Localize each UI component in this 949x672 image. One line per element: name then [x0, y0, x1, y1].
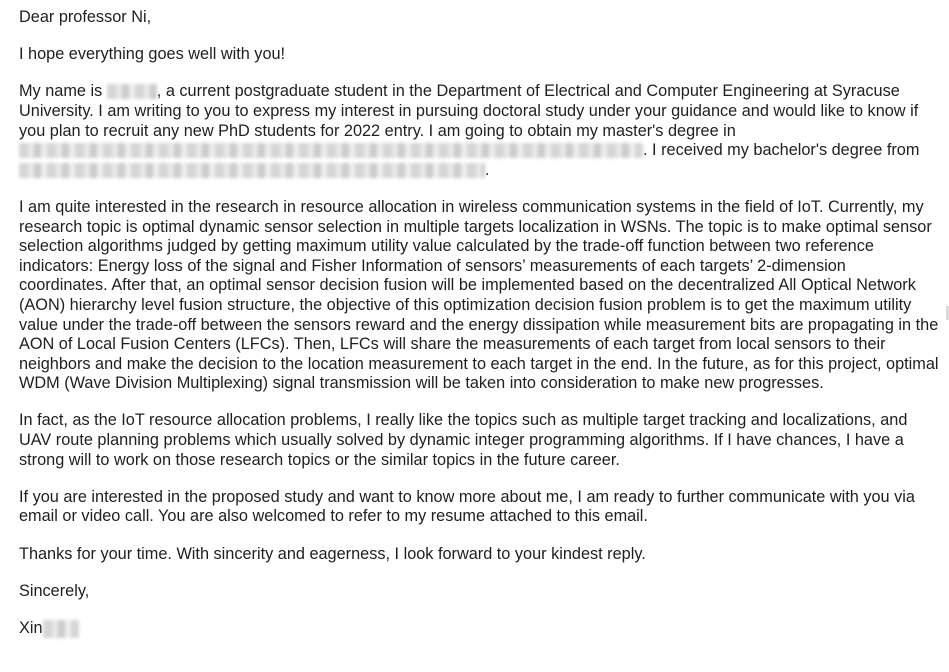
intro-text-2: , a current postgraduate student in the Department of Electrical and Computer Engineering at Syracuse University. I am writing to you to express my interest in pursuing doctoral study under your guidance and would like to know if you plan to recruit any new PhD students for 2022 entry. I am going to obtain my master's degree in	[19, 82, 919, 140]
intro-text-4: .	[485, 160, 490, 179]
closing-line: Sincerely,	[19, 581, 90, 600]
redacted-surname	[43, 620, 79, 638]
signature-name: Xin	[19, 619, 43, 637]
redacted-master-program	[19, 143, 643, 158]
thanks-line: Thanks for your time. With sincerity and eagerness, I look forward to your kindest reply.	[19, 544, 646, 563]
greeting: Dear professor Ni,	[19, 8, 152, 26]
research-paragraph: I am quite interested in the research in resource allocation in wireless communication systems in the field of IoT. Currently, my research topic is optimal dynamic sensor selection in multiple targets localization in WSNs. The topic is to make optimal sensor selection algorithms judged by getting maximum utility value calculated by the trade-off function between two reference indicators: Energy loss of the signal and Fisher Information of sensors’ measurements of each targets’ 2-dimension coordinates. After that, an optimal sensor decision fusion will be implemented based on the decentralized All Optical Network (AON) hierarchy level fusion structure, the objective of this optimization decision fusion problem is to get the maximum utility value under the trade-off between the sensors reward and the energy dissipation while measurement bits are propagating in the AON of Local Fusion Centers (LFCs). Then, LFCs will share the measurements of each target from local sensors to their neighbors and make the decision to the location measurement to each target in the end. In the future, as for this project, optimal WDM (Wave Division Multiplexing) signal transmission will be taken into consideration to make new progresses.	[19, 197, 939, 393]
redacted-name	[107, 84, 157, 99]
intro-text-1: My name is	[19, 82, 107, 101]
intro-text-3: . I received my bachelor's degree from	[643, 141, 920, 160]
contact-paragraph: If you are interested in the proposed study and want to know more about me, I am ready to further communicate with you via email or video call. You are also welcomed to refer to my resume attached to this email.	[19, 487, 915, 526]
intro-paragraph	[19, 82, 939, 180]
redacted-bachelor-school	[19, 163, 485, 178]
email-body	[19, 8, 939, 656]
opening-line: I hope everything goes well with you!	[19, 45, 286, 64]
interests-paragraph: In fact, as the IoT resource allocation problems, I really like the topics such as multiple target tracking and localizations, and UAV route planning problems which usually solved by dynamic integer programming algorithms. If I have chances, I have a strong will to work on those research topics or the similar topics in the future career.	[19, 411, 908, 469]
signature-line	[19, 619, 939, 639]
